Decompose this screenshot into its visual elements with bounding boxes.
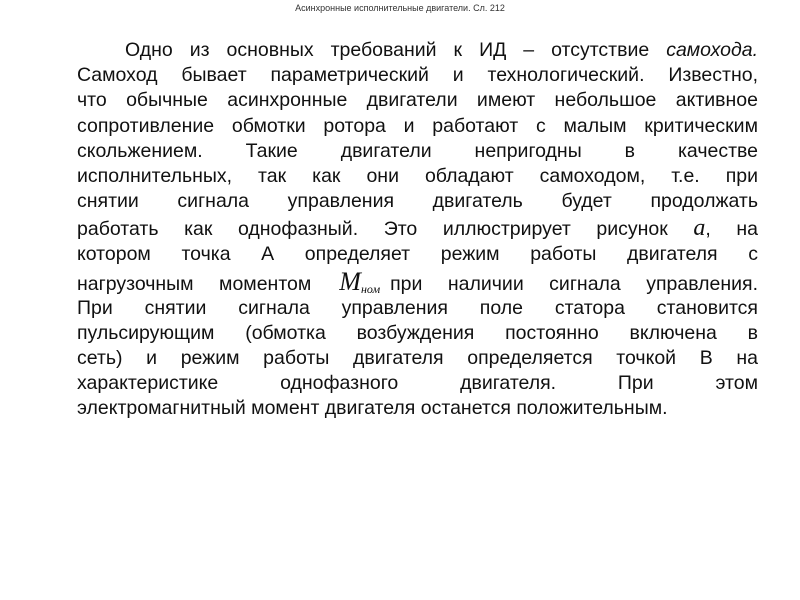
formula-m-nom: Mном xyxy=(339,266,381,296)
emphasis-term: самохода. xyxy=(666,39,758,61)
slide-header: Асинхронные исполнительные двигатели. Сл. 212 xyxy=(295,3,505,13)
text-line: исполнительных, так как они обладают самоходом, т.е. при xyxy=(77,164,758,187)
text-line: сопротивление обмотки ротора и работают с малым критическим xyxy=(77,114,758,137)
text-line: характеристике однофазного двигателя. При этом xyxy=(77,372,758,395)
text-line: Одно из основных требований к ИД – отсутствие самохода. xyxy=(125,39,758,61)
text-line: котором точка А определяет режим работы двигателя с xyxy=(77,243,758,266)
text-line: работать как однофазный. Это иллюстрирует рисунок а, на xyxy=(77,215,758,242)
text-line: сеть) и режим работы двигателя определяется точкой В на xyxy=(77,346,758,369)
figure-reference: а xyxy=(693,215,706,242)
text-line: скольжением. Такие двигатели непригодны в качестве xyxy=(77,139,758,162)
text-line: нагрузочным моментом Mном при наличии сигнала управления. xyxy=(77,268,758,296)
slide-body-text xyxy=(77,38,758,421)
text-line: пульсирующим (обмотка возбуждения постоянно включена в xyxy=(77,321,758,344)
text-line: снятии сигнала управления двигатель будет продолжать xyxy=(77,190,758,213)
text-line: что обычные асинхронные двигатели имеют небольшое активное xyxy=(77,89,758,112)
text-line: Самоход бывает параметрический и технологический. Известно, xyxy=(77,64,758,87)
text-line: электромагнитный момент двигателя останется положительным. xyxy=(77,397,668,420)
text-line: При снятии сигнала управления поле статора становится xyxy=(77,296,758,319)
